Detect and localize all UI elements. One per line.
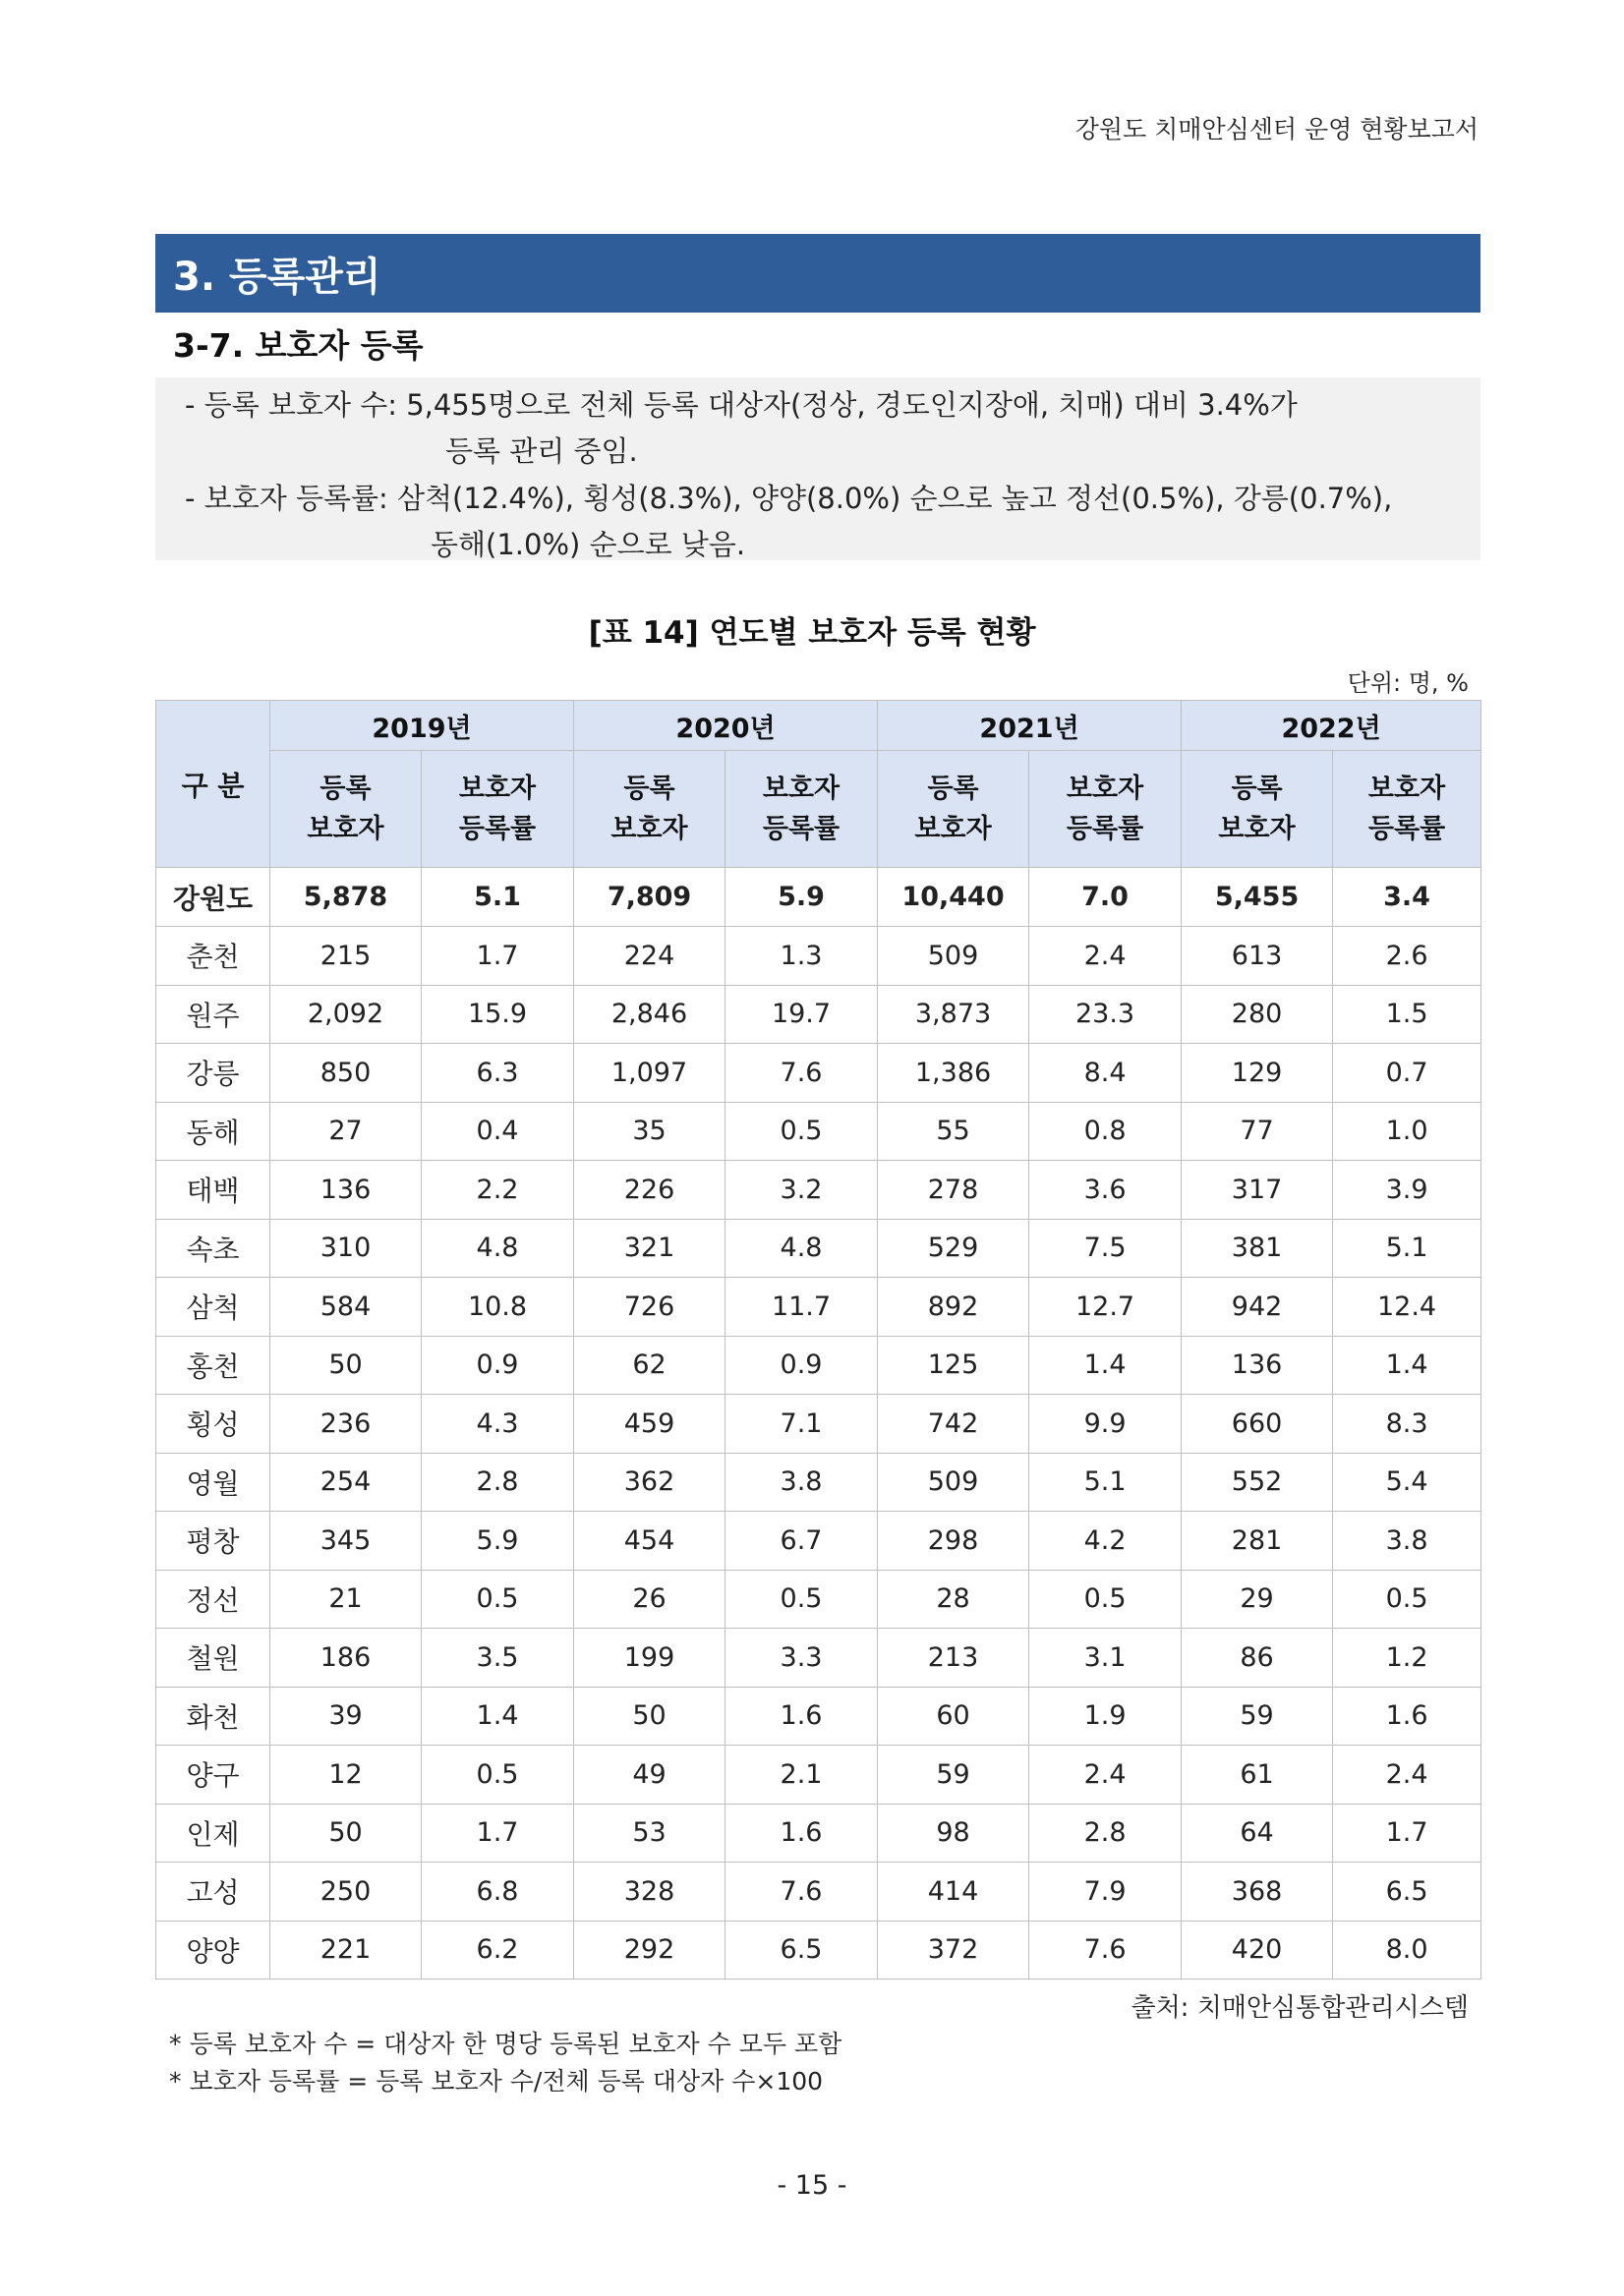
- header-line: 보호자: [610, 814, 688, 844]
- registration-rate-cell: 6.3: [422, 1044, 574, 1103]
- registration-rate-cell: 3.1: [1029, 1629, 1182, 1688]
- region-cell: 정선: [156, 1570, 270, 1629]
- registered-count-cell: 454: [574, 1512, 725, 1571]
- registration-rate-cell: 12.4: [1333, 1278, 1481, 1337]
- registered-count-cell: 61: [1182, 1746, 1333, 1805]
- registration-rate-cell: 3.5: [422, 1629, 574, 1688]
- registration-rate-cell: 19.7: [725, 985, 878, 1044]
- registration-rate-cell: 3.8: [1333, 1512, 1481, 1571]
- registered-count-cell: 317: [1182, 1161, 1333, 1220]
- registration-rate-cell: 1.6: [725, 1804, 878, 1863]
- guardian-rate-header: [725, 751, 878, 868]
- registration-rate-cell: 0.5: [422, 1746, 574, 1805]
- region-cell: 철원: [156, 1629, 270, 1688]
- header-line: 보호자: [914, 814, 992, 844]
- registered-count-cell: 345: [270, 1512, 422, 1571]
- summary-box: [155, 377, 1480, 560]
- registered-count-cell: 213: [878, 1629, 1029, 1688]
- registration-rate-cell: 2.2: [422, 1161, 574, 1220]
- registered-count-cell: 892: [878, 1278, 1029, 1337]
- page-number: - 15 -: [777, 2170, 847, 2201]
- registration-rate-cell: 5.4: [1333, 1453, 1481, 1512]
- registration-rate-cell: 4.3: [422, 1395, 574, 1454]
- registered-guardian-header: [270, 751, 422, 868]
- registration-rate-cell: 1.4: [1029, 1336, 1182, 1395]
- registration-rate-cell: 2.6: [1333, 927, 1481, 986]
- registered-count-cell: 28: [878, 1570, 1029, 1629]
- registered-count-cell: 50: [574, 1687, 725, 1746]
- registered-count-cell: 50: [270, 1804, 422, 1863]
- registered-count-cell: 199: [574, 1629, 725, 1688]
- registered-count-cell: 850: [270, 1044, 422, 1103]
- registered-count-cell: 414: [878, 1863, 1029, 1922]
- registered-count-cell: 529: [878, 1219, 1029, 1278]
- region-cell: 홍천: [156, 1336, 270, 1395]
- table-row: [156, 1863, 1481, 1922]
- registered-count-cell: 125: [878, 1336, 1029, 1395]
- registration-rate-cell: 0.5: [725, 1102, 878, 1161]
- registration-rate-cell: 2.1: [725, 1746, 878, 1805]
- registration-rate-cell: 5.1: [422, 868, 574, 927]
- registration-rate-cell: 8.4: [1029, 1044, 1182, 1103]
- table-row: [156, 1687, 1481, 1746]
- table-row: [156, 1512, 1481, 1571]
- registration-rate-cell: 5.1: [1333, 1219, 1481, 1278]
- summary-line-4: 동해(1.0%) 순으로 낮음.: [431, 528, 746, 561]
- region-cell: 양구: [156, 1746, 270, 1805]
- table-row: [156, 1336, 1481, 1395]
- registration-rate-cell: 5.9: [725, 868, 878, 927]
- registered-count-cell: 221: [270, 1921, 422, 1980]
- table-row: [156, 1219, 1481, 1278]
- registered-count-cell: 12: [270, 1746, 422, 1805]
- registration-rate-cell: 2.4: [1029, 927, 1182, 986]
- registration-rate-cell: 7.6: [1029, 1921, 1182, 1980]
- table-row: [156, 1921, 1481, 1980]
- registered-count-cell: 278: [878, 1161, 1029, 1220]
- registration-rate-cell: 1.7: [422, 1804, 574, 1863]
- region-cell: 영월: [156, 1453, 270, 1512]
- registered-count-cell: 3,873: [878, 985, 1029, 1044]
- header-line: 등록률: [762, 814, 841, 844]
- registered-count-cell: 509: [878, 1453, 1029, 1512]
- table-row: [156, 1804, 1481, 1863]
- registered-count-cell: 381: [1182, 1219, 1333, 1278]
- registered-count-cell: 1,097: [574, 1044, 725, 1103]
- registered-count-cell: 98: [878, 1804, 1029, 1863]
- registered-count-cell: 215: [270, 927, 422, 986]
- header-line: 보호자: [1218, 814, 1296, 844]
- registration-rate-cell: 2.4: [1333, 1746, 1481, 1805]
- header-line: 보호자: [1066, 774, 1144, 804]
- year-header: 2020년: [574, 701, 878, 751]
- table-row: [156, 1395, 1481, 1454]
- registered-count-cell: 420: [1182, 1921, 1333, 1980]
- registered-count-cell: 298: [878, 1512, 1029, 1571]
- registration-rate-cell: 0.9: [422, 1336, 574, 1395]
- registered-count-cell: 35: [574, 1102, 725, 1161]
- registered-count-cell: 660: [1182, 1395, 1333, 1454]
- registration-rate-cell: 5.1: [1029, 1453, 1182, 1512]
- registration-rate-cell: 1.6: [725, 1687, 878, 1746]
- table-row: [156, 927, 1481, 986]
- registration-rate-cell: 6.8: [422, 1863, 574, 1922]
- region-cell: 속초: [156, 1219, 270, 1278]
- registration-rate-cell: 3.9: [1333, 1161, 1481, 1220]
- guardian-rate-header: [1029, 751, 1182, 868]
- region-cell: 태백: [156, 1161, 270, 1220]
- registration-rate-cell: 2.8: [1029, 1804, 1182, 1863]
- registration-rate-cell: 0.5: [1333, 1570, 1481, 1629]
- registered-count-cell: 2,846: [574, 985, 725, 1044]
- registration-rate-cell: 2.4: [1029, 1746, 1182, 1805]
- registered-count-cell: 280: [1182, 985, 1333, 1044]
- registered-count-cell: 224: [574, 927, 725, 986]
- corner-header: 구 분: [156, 701, 270, 868]
- registered-count-cell: 136: [1182, 1336, 1333, 1395]
- registered-count-cell: 60: [878, 1687, 1029, 1746]
- registered-count-cell: 552: [1182, 1453, 1333, 1512]
- registered-count-cell: 5,455: [1182, 868, 1333, 927]
- registered-count-cell: 236: [270, 1395, 422, 1454]
- registered-count-cell: 584: [270, 1278, 422, 1337]
- registration-rate-cell: 4.2: [1029, 1512, 1182, 1571]
- table-row: [156, 1278, 1481, 1337]
- registered-count-cell: 186: [270, 1629, 422, 1688]
- registered-count-cell: 328: [574, 1863, 725, 1922]
- header-line: 등록률: [1066, 814, 1144, 844]
- table-row: [156, 1629, 1481, 1688]
- registration-rate-cell: 23.3: [1029, 985, 1182, 1044]
- registration-rate-cell: 8.0: [1333, 1921, 1481, 1980]
- registration-table: [155, 700, 1481, 1980]
- registered-count-cell: 281: [1182, 1512, 1333, 1571]
- subsection-title: 3-7. 보호자 등록: [173, 326, 424, 365]
- registered-count-cell: 613: [1182, 927, 1333, 986]
- registration-rate-cell: 0.9: [725, 1336, 878, 1395]
- registration-rate-cell: 1.7: [422, 927, 574, 986]
- registered-guardian-header: [878, 751, 1029, 868]
- registration-rate-cell: 1.6: [1333, 1687, 1481, 1746]
- guardian-rate-header: [1333, 751, 1481, 868]
- registration-rate-cell: 0.4: [422, 1102, 574, 1161]
- section-title: 3. 등록관리: [173, 254, 381, 300]
- table-row: [156, 1570, 1481, 1629]
- registered-guardian-header: [1182, 751, 1333, 868]
- registration-rate-cell: 3.4: [1333, 868, 1481, 927]
- registration-rate-cell: 15.9: [422, 985, 574, 1044]
- table-unit: 단위: 명, %: [1347, 669, 1469, 697]
- registration-rate-cell: 7.6: [725, 1044, 878, 1103]
- registered-count-cell: 86: [1182, 1629, 1333, 1688]
- registration-rate-cell: 1.4: [1333, 1336, 1481, 1395]
- registered-count-cell: 27: [270, 1102, 422, 1161]
- registered-count-cell: 254: [270, 1453, 422, 1512]
- registered-count-cell: 726: [574, 1278, 725, 1337]
- table-row: [156, 1044, 1481, 1103]
- registered-count-cell: 55: [878, 1102, 1029, 1161]
- region-cell: 춘천: [156, 927, 270, 986]
- registration-rate-cell: 1.4: [422, 1687, 574, 1746]
- registration-rate-cell: 11.7: [725, 1278, 878, 1337]
- region-cell: 원주: [156, 985, 270, 1044]
- region-cell: 고성: [156, 1863, 270, 1922]
- registered-count-cell: 250: [270, 1863, 422, 1922]
- region-cell: 강원도: [156, 868, 270, 927]
- registered-guardian-header: [574, 751, 725, 868]
- registered-count-cell: 10,440: [878, 868, 1029, 927]
- registered-count-cell: 742: [878, 1395, 1029, 1454]
- registration-rate-cell: 3.8: [725, 1453, 878, 1512]
- registered-count-cell: 53: [574, 1804, 725, 1863]
- registration-rate-cell: 1.3: [725, 927, 878, 986]
- registration-rate-cell: 10.8: [422, 1278, 574, 1337]
- registration-rate-cell: 3.6: [1029, 1161, 1182, 1220]
- running-header: 강원도 치매안심센터 운영 현황보고서: [1074, 115, 1479, 144]
- header-line: 등록률: [458, 814, 537, 844]
- header-line: 등록: [927, 774, 979, 804]
- registration-rate-cell: 0.5: [1029, 1570, 1182, 1629]
- registration-rate-cell: 12.7: [1029, 1278, 1182, 1337]
- registration-rate-cell: 6.5: [1333, 1863, 1481, 1922]
- header-line: 보호자: [1367, 774, 1446, 804]
- registration-rate-cell: 7.0: [1029, 868, 1182, 927]
- footnote: * 보호자 등록률 = 등록 보호자 수/전체 등록 대상자 수×100: [169, 2067, 824, 2095]
- region-cell: 강릉: [156, 1044, 270, 1103]
- table-body: [156, 868, 1481, 1980]
- registered-count-cell: 942: [1182, 1278, 1333, 1337]
- registration-rate-cell: 7.1: [725, 1395, 878, 1454]
- registration-rate-cell: 5.9: [422, 1512, 574, 1571]
- registered-count-cell: 292: [574, 1921, 725, 1980]
- registration-rate-cell: 4.8: [422, 1219, 574, 1278]
- registered-count-cell: 509: [878, 927, 1029, 986]
- registered-count-cell: 5,878: [270, 868, 422, 927]
- registered-count-cell: 321: [574, 1219, 725, 1278]
- registered-count-cell: 29: [1182, 1570, 1333, 1629]
- table-row: [156, 1102, 1481, 1161]
- summary-line-1: - 등록 보호자 수: 5,455명으로 전체 등록 대상자(정상, 경도인지장애, 치매) 대비 3.4%가: [185, 388, 1298, 422]
- registered-count-cell: 310: [270, 1219, 422, 1278]
- table-row: [156, 1161, 1481, 1220]
- header-line: 보호자: [762, 774, 841, 804]
- registration-rate-cell: 0.5: [422, 1570, 574, 1629]
- registered-count-cell: 226: [574, 1161, 725, 1220]
- header-line: 보호자: [458, 774, 537, 804]
- year-header: 2022년: [1182, 701, 1481, 751]
- registered-count-cell: 2,092: [270, 985, 422, 1044]
- registered-count-cell: 21: [270, 1570, 422, 1629]
- registration-rate-cell: 8.3: [1333, 1395, 1481, 1454]
- region-cell: 동해: [156, 1102, 270, 1161]
- registration-rate-cell: 1.7: [1333, 1804, 1481, 1863]
- registration-rate-cell: 3.2: [725, 1161, 878, 1220]
- registration-rate-cell: 1.2: [1333, 1629, 1481, 1688]
- registered-count-cell: 59: [1182, 1687, 1333, 1746]
- header-line: 등록: [623, 774, 675, 804]
- header-line: 등록: [319, 774, 372, 804]
- year-header: 2019년: [270, 701, 574, 751]
- region-cell: 화천: [156, 1687, 270, 1746]
- registered-count-cell: 372: [878, 1921, 1029, 1980]
- registration-rate-cell: 0.7: [1333, 1044, 1481, 1103]
- registration-rate-cell: 7.9: [1029, 1863, 1182, 1922]
- registration-rate-cell: 1.5: [1333, 985, 1481, 1044]
- registered-count-cell: 50: [270, 1336, 422, 1395]
- table-row: [156, 1453, 1481, 1512]
- registered-count-cell: 39: [270, 1687, 422, 1746]
- registered-count-cell: 62: [574, 1336, 725, 1395]
- header-line: 보호자: [307, 814, 384, 844]
- summary-line-3: - 보호자 등록률: 삼척(12.4%), 횡성(8.3%), 양양(8.0%) 순으로 높고 정선(0.5%), 강릉(0.7%),: [185, 482, 1393, 515]
- registered-count-cell: 77: [1182, 1102, 1333, 1161]
- registered-count-cell: 1,386: [878, 1044, 1029, 1103]
- registered-count-cell: 368: [1182, 1863, 1333, 1922]
- registration-rate-cell: 1.9: [1029, 1687, 1182, 1746]
- year-header: 2021년: [878, 701, 1182, 751]
- registration-rate-cell: 7.6: [725, 1863, 878, 1922]
- region-cell: 평창: [156, 1512, 270, 1571]
- year-header-row: [156, 701, 1481, 751]
- sub-header-row: [156, 751, 1481, 868]
- registration-rate-cell: 0.5: [725, 1570, 878, 1629]
- registered-count-cell: 459: [574, 1395, 725, 1454]
- table-row: [156, 985, 1481, 1044]
- region-cell: 양양: [156, 1921, 270, 1980]
- guardian-rate-header: [422, 751, 574, 868]
- region-cell: 삼척: [156, 1278, 270, 1337]
- registration-rate-cell: 6.7: [725, 1512, 878, 1571]
- registration-rate-cell: 0.8: [1029, 1102, 1182, 1161]
- region-cell: 횡성: [156, 1395, 270, 1454]
- footnote: * 등록 보호자 수 = 대상자 한 명당 등록된 보호자 수 모두 포함: [169, 2030, 842, 2058]
- table-source: 출처: 치매안심통합관리시스템: [1131, 1993, 1469, 2023]
- registration-rate-cell: 6.5: [725, 1921, 878, 1980]
- registered-count-cell: 64: [1182, 1804, 1333, 1863]
- table-row: [156, 1746, 1481, 1805]
- header-line: 등록: [1231, 774, 1283, 804]
- registration-rate-cell: 9.9: [1029, 1395, 1182, 1454]
- section-title-bar: [155, 234, 1480, 313]
- registered-count-cell: 136: [270, 1161, 422, 1220]
- registered-count-cell: 49: [574, 1746, 725, 1805]
- registration-rate-cell: 3.3: [725, 1629, 878, 1688]
- registered-count-cell: 362: [574, 1453, 725, 1512]
- registered-count-cell: 7,809: [574, 868, 725, 927]
- registered-count-cell: 26: [574, 1570, 725, 1629]
- registration-rate-cell: 2.8: [422, 1453, 574, 1512]
- registration-rate-cell: 4.8: [725, 1219, 878, 1278]
- total-row: [156, 868, 1481, 927]
- summary-line-2: 등록 관리 중임.: [445, 434, 638, 468]
- header-line: 등록률: [1367, 814, 1446, 844]
- registration-rate-cell: 6.2: [422, 1921, 574, 1980]
- registered-count-cell: 59: [878, 1746, 1029, 1805]
- table-caption: [표 14] 연도별 보호자 등록 현황: [588, 615, 1036, 651]
- registered-count-cell: 129: [1182, 1044, 1333, 1103]
- registration-rate-cell: 1.0: [1333, 1102, 1481, 1161]
- registration-rate-cell: 7.5: [1029, 1219, 1182, 1278]
- region-cell: 인제: [156, 1804, 270, 1863]
